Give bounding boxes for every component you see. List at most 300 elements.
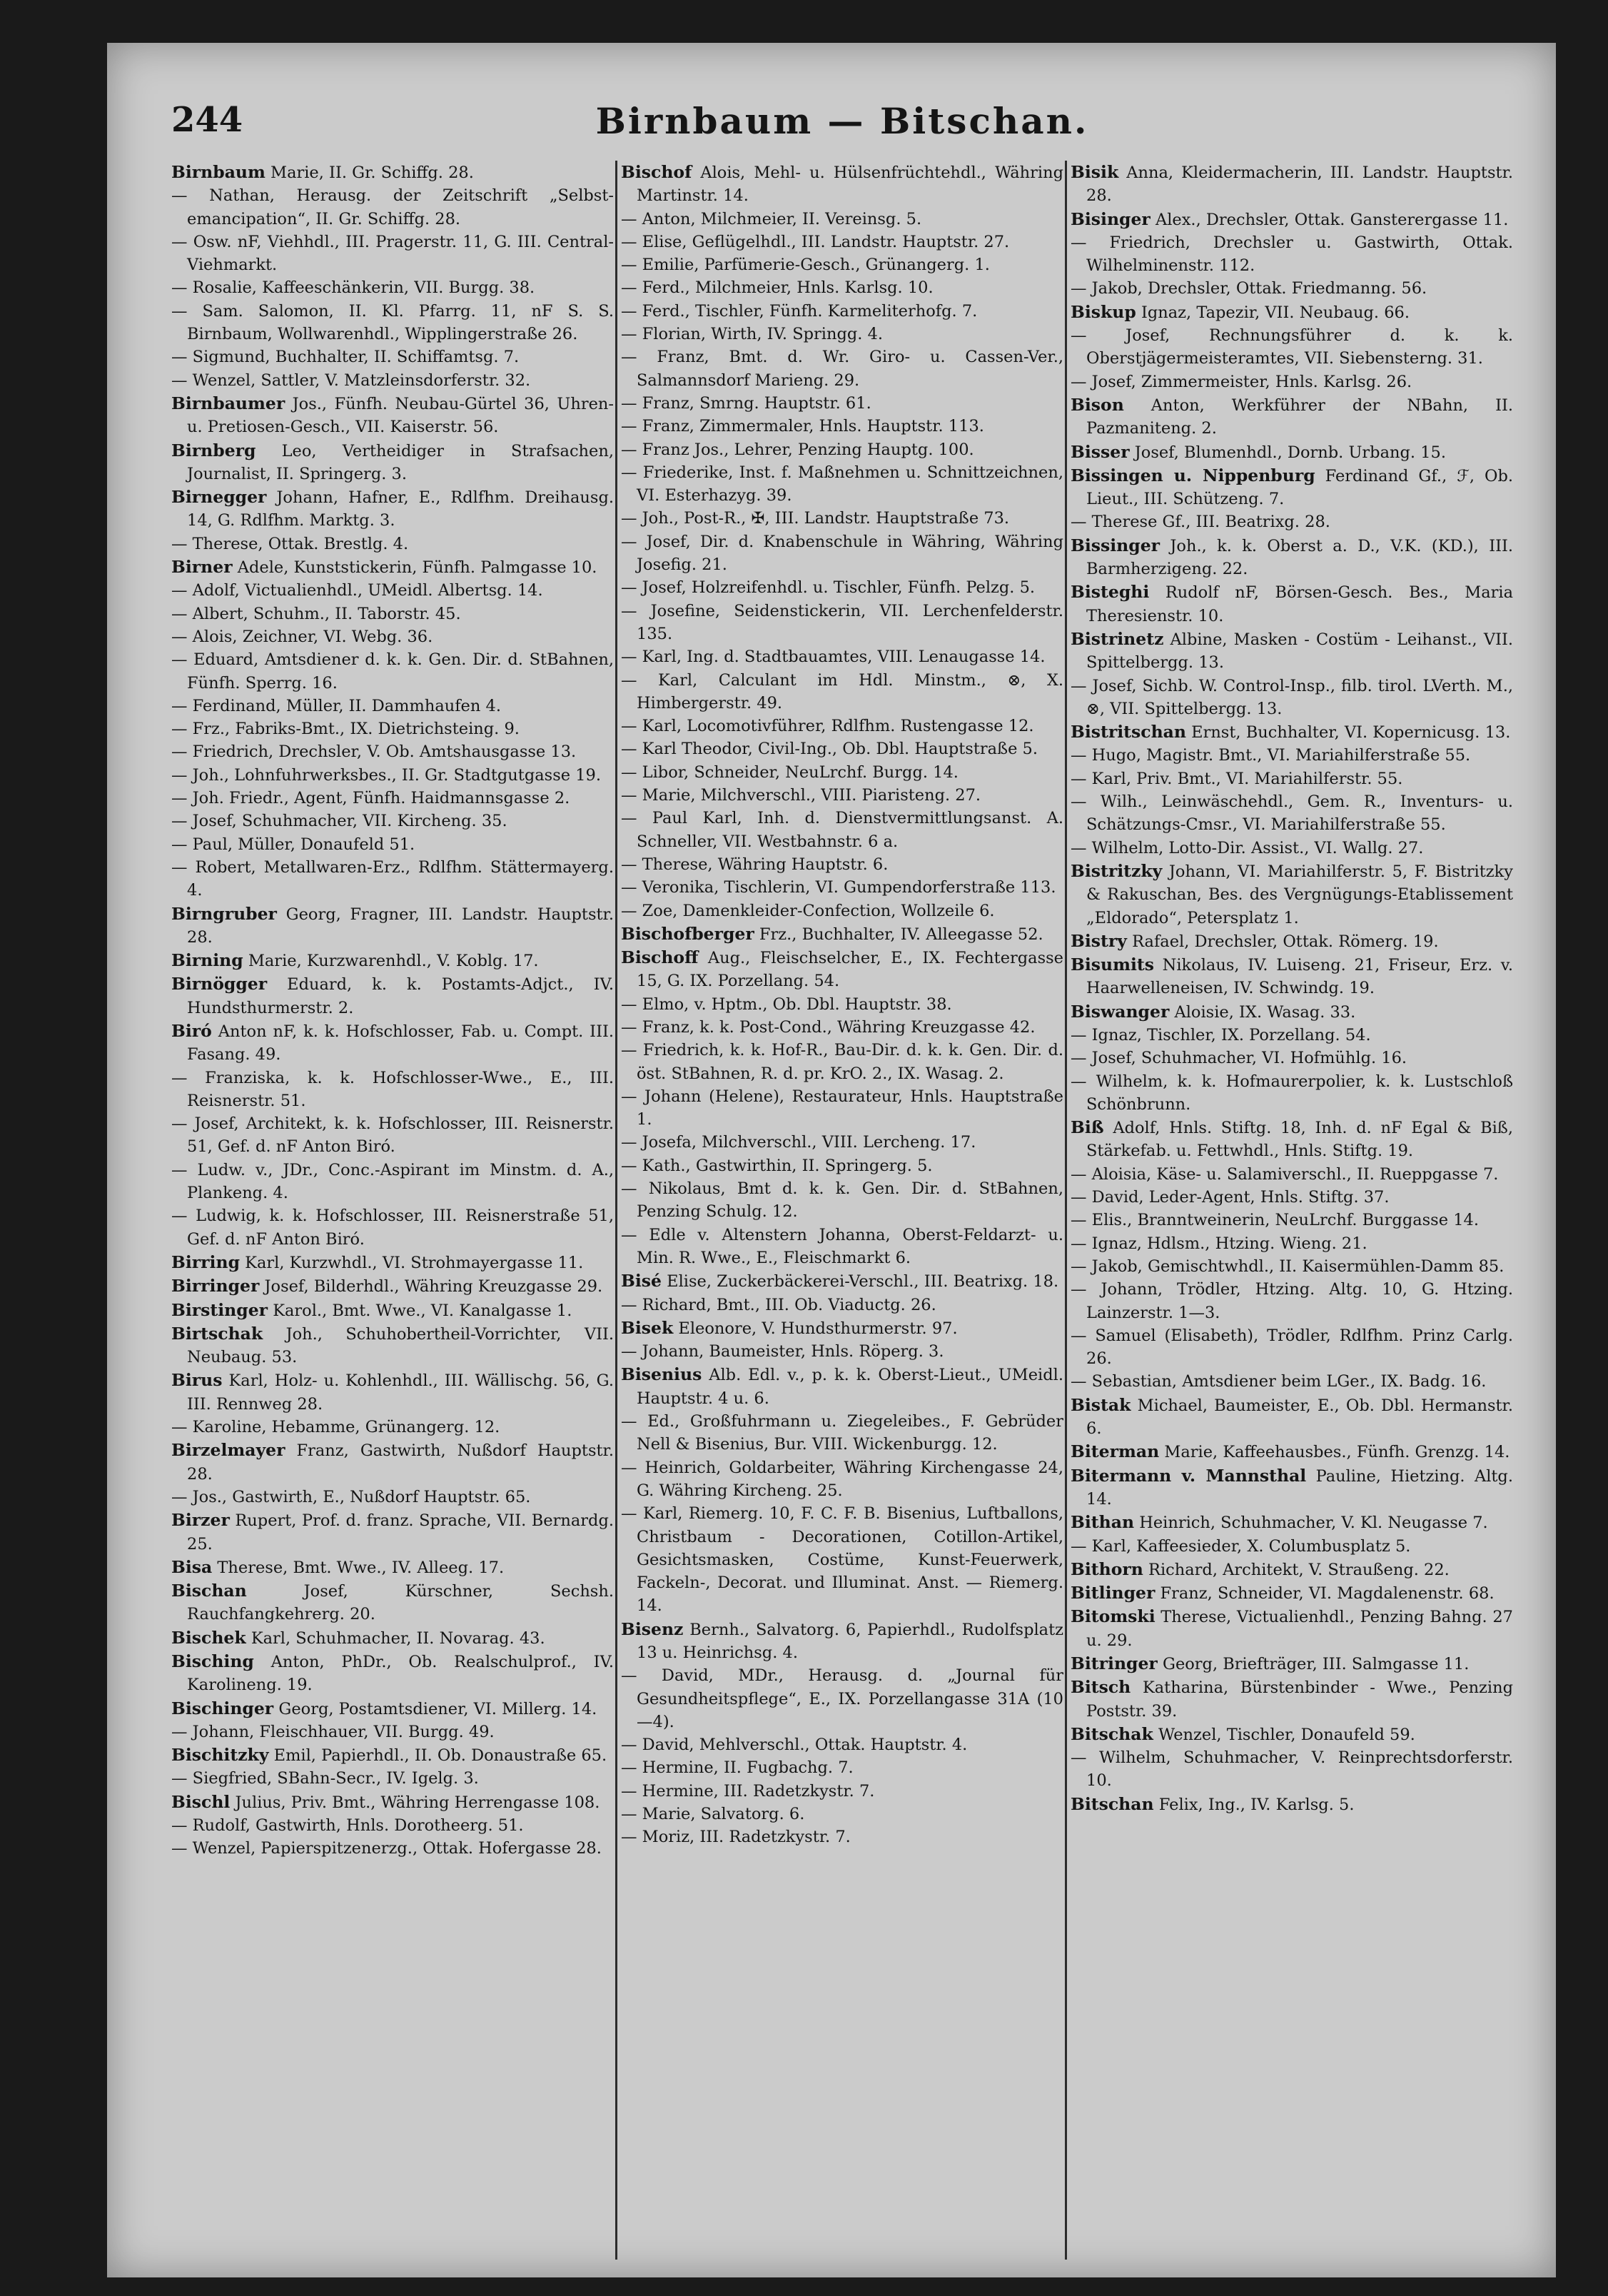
entry-text: — Karl, Kaffeesieder, X. Columbusplatz 5. xyxy=(1071,1536,1411,1556)
directory-entry xyxy=(171,1721,614,1743)
entry-surname: Birner xyxy=(171,557,233,578)
entry-surname: Birnberg xyxy=(171,440,256,460)
directory-entry xyxy=(1071,1440,1513,1464)
directory-entry xyxy=(171,1697,614,1721)
entry-surname: Birzer xyxy=(171,1510,230,1531)
entry-surname: Bistrinetz xyxy=(1071,628,1164,649)
directory-entry xyxy=(171,1626,614,1650)
entry-text: Albine, Masken - Costüm - Leihanst., VII. Spittelbergg. 13. xyxy=(1086,630,1513,673)
entry-surname: Birtschak xyxy=(171,1323,263,1344)
entry-surname: Birnbaum xyxy=(171,162,266,182)
entry-text: — Franz, Smrng. Hauptstr. 61. xyxy=(621,393,871,413)
directory-entry xyxy=(1071,534,1513,581)
entry-text: — Hermine, III. Radetzkystr. 7. xyxy=(621,1781,875,1801)
entry-text: Anton, PhDr., Ob. Realschulprof., IV. Karolineng. 19. xyxy=(187,1653,614,1695)
directory-entry xyxy=(171,369,614,392)
entry-text: Josef, Blumenhdl., Dornb. Urbang. 15. xyxy=(1134,443,1446,462)
directory-entry xyxy=(1071,1464,1513,1511)
directory-entry xyxy=(1071,837,1513,860)
directory-entry xyxy=(171,485,614,533)
entry-surname: Biswanger xyxy=(1071,1001,1170,1022)
entry-text: Michael, Baumeister, E., Ob. Dbl. Hermanstr. 6. xyxy=(1086,1396,1513,1439)
directory-entry xyxy=(1071,1209,1513,1232)
entry-surname: Bischinger xyxy=(171,1698,274,1718)
entry-text: — Sam. Salomon, II. Kl. Pfarrg. 11, nF S. S. Birnbaum, Wollwarenhdl., Wipplingerstraße 26. xyxy=(171,301,614,344)
directory-entry xyxy=(621,1502,1063,1617)
directory-entry xyxy=(621,1363,1063,1410)
directory-entry xyxy=(171,1112,614,1159)
directory-entry xyxy=(621,1410,1063,1456)
directory-entry xyxy=(1071,953,1513,1000)
entry-text: Felix, Ing., IV. Karlsg. 5. xyxy=(1158,1795,1355,1814)
entry-text: — David, Leder-Agent, Hnls. Stiftg. 37. xyxy=(1071,1188,1390,1207)
directory-entry xyxy=(621,1618,1063,1665)
directory-entry xyxy=(621,669,1063,715)
entry-text: — Franziska, k. k. Hofschlosser-Wwe., E., III. Reisnerstr. 51. xyxy=(171,1068,614,1110)
directory-entry xyxy=(171,718,614,740)
entry-text: — Elise, Geflügelhdl., III. Landstr. Hauptstr. 27. xyxy=(621,232,1010,251)
entry-text: Katharina, Bürstenbinder - Wwe., Penzing Poststr. 39. xyxy=(1086,1678,1513,1721)
directory-entry xyxy=(1071,208,1513,231)
page-header xyxy=(171,100,1513,164)
entry-text: — Hermine, II. Fugbachg. 7. xyxy=(621,1758,854,1778)
entry-surname: Birnegger xyxy=(171,487,267,508)
entry-surname: Bisenius xyxy=(621,1364,702,1385)
entry-text: Karl, Schuhmacher, II. Novarag. 43. xyxy=(251,1628,545,1648)
directory-entry xyxy=(171,1439,614,1486)
entry-text: — Franz, Bmt. d. Wr. Giro- u. Cassen-Ver., Salmannsdorf Marieng. 29. xyxy=(621,348,1063,390)
directory-entry xyxy=(1071,1511,1513,1534)
entry-text: Pauline, Hietzing. Altg. 14. xyxy=(1086,1466,1513,1509)
directory-entry xyxy=(171,972,614,1019)
directory-entry xyxy=(171,1067,614,1113)
entry-text: — Nathan, Herausg. der Zeitschrift „Selbst-emancipation“, II. Gr. Schiffg. 28. xyxy=(171,186,614,228)
directory-entry xyxy=(621,1224,1063,1270)
directory-entry xyxy=(1071,440,1513,464)
directory-entry xyxy=(621,900,1063,922)
directory-entry xyxy=(621,253,1063,276)
entry-text: Emil, Papierhdl., II. Ob. Donaustraße 65. xyxy=(273,1746,607,1766)
entry-surname: Bitomski xyxy=(1071,1606,1156,1627)
directory-entry xyxy=(1071,231,1513,278)
entry-surname: Bischek xyxy=(171,1627,246,1648)
directory-entry xyxy=(1071,1746,1513,1793)
directory-entry xyxy=(1071,464,1513,511)
directory-entry xyxy=(1071,1232,1513,1255)
entry-text: — Ferdinand, Müller, II. Dammhaufen 4. xyxy=(171,696,501,715)
entry-text: Wenzel, Tischler, Donaufeld 59. xyxy=(1158,1725,1415,1744)
directory-entry xyxy=(1071,1676,1513,1723)
directory-entry xyxy=(1071,1394,1513,1441)
entry-surname: Bitringer xyxy=(1071,1653,1158,1673)
entry-surname: Birzelmayer xyxy=(171,1440,285,1461)
directory-entry xyxy=(171,439,614,486)
directory-entry xyxy=(1071,860,1513,930)
directory-entry xyxy=(171,949,614,972)
columns xyxy=(171,161,1513,2260)
entry-text: — Paul, Müller, Donaufeld 51. xyxy=(171,835,415,854)
entry-text: Rupert, Prof. d. franz. Sprache, VII. Bernardg. 25. xyxy=(187,1511,614,1554)
entry-surname: Bithorn xyxy=(1071,1559,1143,1579)
directory-entry xyxy=(1071,628,1513,675)
entry-text: — Marie, Salvatorg. 6. xyxy=(621,1805,805,1824)
entry-surname: Birngruber xyxy=(171,903,277,924)
directory-entry xyxy=(171,648,614,695)
entry-text: Anton, Werkführer der NBahn, II. Pazmaniteng. 2. xyxy=(1086,396,1513,438)
entry-text: — Hugo, Magistr. Bmt., VI. Mariahilferstraße 55. xyxy=(1071,746,1471,765)
entry-surname: Bitsch xyxy=(1071,1677,1131,1698)
entry-text: — David, MDr., Herausg. d. „Journal für Gesundheitspflege“, E., IX. Porzellangasse 31A (10—4). xyxy=(621,1666,1063,1731)
entry-text: Marie, Kurzwarenhdl., V. Koblg. 17. xyxy=(248,952,539,971)
entry-text: — Jakob, Drechsler, Ottak. Friedmanng. 56. xyxy=(1071,279,1427,298)
directory-entry xyxy=(171,833,614,856)
entry-surname: Bisik xyxy=(1071,162,1119,182)
entry-text: — Johann (Helene), Restaurateur, Hnls. Hauptstraße 1. xyxy=(621,1087,1063,1129)
directory-entry xyxy=(621,1456,1063,1503)
directory-entry xyxy=(1071,324,1513,371)
directory-entry xyxy=(1071,720,1513,744)
entry-text: — Franz, Zimmermaler, Hnls. Hauptstr. 113. xyxy=(621,417,984,436)
entry-text: — Edle v. Altenstern Johanna, Oberst-Feldarzt- u. Min. R. Wwe., E., Fleischmarkt 6. xyxy=(621,1225,1063,1267)
directory-entry xyxy=(621,807,1063,853)
entry-text: — Libor, Schneider, NeuLrchf. Burgg. 14. xyxy=(621,762,959,782)
entry-surname: Bitschan xyxy=(1071,1793,1154,1814)
entry-text: — Johann, Fleischhauer, VII. Burgg. 49. xyxy=(171,1722,495,1741)
entry-surname: Birus xyxy=(171,1370,223,1391)
entry-text: — Rosalie, Kaffeeschänkerin, VII. Burgg. 38. xyxy=(171,278,535,298)
entry-text: Joh., k. k. Oberst a. D., V.K. (KD.), III. Barmherzigeng. 22. xyxy=(1086,536,1513,579)
entry-text: — Therese, Ottak. Brestlg. 4. xyxy=(171,534,409,553)
directory-entry xyxy=(621,1294,1063,1316)
entry-surname: Birstinger xyxy=(171,1299,268,1320)
entry-text: Aug., Fleischselcher, E., IX. Fechtergasse 15, G. IX. Porzellang. 54. xyxy=(637,949,1063,991)
directory-entry xyxy=(621,922,1063,946)
entry-text: — Johann, Baumeister, Hnls. Röperg. 3. xyxy=(621,1342,944,1361)
entry-text: — Karoline, Hebamme, Grünangerg. 12. xyxy=(171,1418,500,1437)
entry-text: Josef, Bilderhdl., Währing Kreuzgasse 29. xyxy=(264,1277,603,1296)
entry-text: — Ludw. v., JDr., Conc.-Aspirant im Minstm. d. A., Plankeng. 4. xyxy=(171,1160,614,1203)
entry-text: Adolf, Hnls. Stiftg. 18, Inh. d. nF Egal & Biß, Stärkefab. u. Fettwhdl., Hnls. Stiftg. 19. xyxy=(1086,1119,1513,1161)
entry-surname: Bisenz xyxy=(621,1618,684,1639)
directory-entry xyxy=(1071,744,1513,767)
entry-text: Rudolf nF, Börsen-Gesch. Bes., Maria Theresienstr. 10. xyxy=(1086,583,1513,625)
directory-entry xyxy=(621,276,1063,299)
entry-text: — Karl, Calculant im Hdl. Minstm., ⊗, X. Himbergerstr. 49. xyxy=(621,670,1063,713)
directory-entry xyxy=(621,876,1063,899)
entry-text: — Adolf, Victualienhdl., UMeidl. Albertsg. 14. xyxy=(171,581,543,600)
directory-entry xyxy=(1071,580,1513,628)
directory-entry xyxy=(621,946,1063,993)
entry-surname: Bisser xyxy=(1071,441,1130,462)
directory-entry xyxy=(1071,510,1513,533)
directory-entry xyxy=(171,1299,614,1322)
entry-surname: Bistritschan xyxy=(1071,722,1186,742)
directory-entry xyxy=(1071,371,1513,393)
directory-entry xyxy=(171,810,614,832)
directory-entry xyxy=(171,184,614,231)
directory-entry xyxy=(171,1814,614,1837)
directory-entry xyxy=(1071,1535,1513,1558)
column-divider xyxy=(1065,161,1067,2260)
directory-entry xyxy=(171,1416,614,1439)
directory-entry xyxy=(1071,1024,1513,1047)
directory-entry xyxy=(621,461,1063,508)
entry-text: — Karl, Priv. Bmt., VI. Mariahilferstr. 55. xyxy=(1071,769,1403,788)
column-1 xyxy=(171,161,614,2260)
directory-entry xyxy=(621,1756,1063,1779)
entry-text: — Wilhelm, Schuhmacher, V. Reinprechtsdorferstr. 10. xyxy=(1071,1748,1513,1791)
directory-entry xyxy=(1071,767,1513,790)
directory-entry xyxy=(171,300,614,346)
directory-entry xyxy=(171,625,614,648)
entry-text: — Florian, Wirth, IV. Springg. 4. xyxy=(621,325,884,344)
directory-entry xyxy=(171,1556,614,1579)
entry-text: — Ferd., Milchmeier, Hnls. Karlsg. 10. xyxy=(621,278,934,298)
entry-text: Franz, Schneider, VI. Magdalenenstr. 68. xyxy=(1160,1584,1495,1603)
entry-text: — Ignaz, Hdlsm., Htzing. Wieng. 21. xyxy=(1071,1234,1367,1253)
directory-entry xyxy=(171,1743,614,1767)
directory-entry xyxy=(171,1837,614,1860)
entry-text: — Moriz, III. Radetzkystr. 7. xyxy=(621,1828,851,1847)
directory-entry xyxy=(621,737,1063,760)
directory-entry xyxy=(621,784,1063,807)
entry-text: — Josefa, Milchverschl., VIII. Lercheng. 17. xyxy=(621,1133,976,1152)
entry-text: Karl, Holz- u. Kohlenhdl., III. Wällischg. 56, G. III. Rennweg 28. xyxy=(187,1371,614,1414)
entry-text: — Josef, Sichb. W. Control-Insp., filb. tirol. LVerth. M., ⊗, VII. Spittelbergg. 13. xyxy=(1071,676,1513,718)
directory-entry xyxy=(1071,1605,1513,1652)
entry-text: — Kath., Gastwirthin, II. Springerg. 5. xyxy=(621,1156,933,1175)
entry-surname: Birringer xyxy=(171,1276,260,1296)
directory-entry xyxy=(621,761,1063,784)
entry-text: Marie, Kaffeehausbes., Fünfh. Grenzg. 14. xyxy=(1164,1443,1510,1462)
running-title: Birnbaum — Bitschan. xyxy=(595,100,1089,142)
entry-surname: Bitschak xyxy=(1071,1723,1153,1744)
directory-entry xyxy=(621,346,1063,392)
entry-text: Johann, VI. Mariahilferstr. 5, F. Bistritzky & Rakuschan, Bes. des Vergnügungs-Etablissement „Eldorado“, Petersplatz 1. xyxy=(1086,862,1513,927)
entry-surname: Bischan xyxy=(171,1581,247,1601)
directory-entry xyxy=(171,231,614,277)
directory-entry xyxy=(171,579,614,602)
directory-entry xyxy=(621,853,1063,876)
entry-text: — Emilie, Parfümerie-Gesch., Grünangerg. 1. xyxy=(621,256,990,275)
entry-surname: Biró xyxy=(171,1020,212,1041)
directory-entry xyxy=(171,276,614,299)
directory-entry xyxy=(171,1251,614,1274)
entry-text: Bernh., Salvatorg. 6, Papierhdl., Rudolfsplatz 13 u. Heinrichsg. 4. xyxy=(637,1620,1063,1662)
entry-text: — Osw. nF, Viehhdl., III. Pragerstr. 11, G. III. Central-Viehmarkt. xyxy=(171,232,614,275)
entry-text: — Josef, Dir. d. Knabenschule in Währing, Währing Josefig. 21. xyxy=(621,532,1063,575)
directory-entry xyxy=(171,1322,614,1369)
entry-text: — Sigmund, Buchhalter, II. Schiffamtsg. 7. xyxy=(171,348,520,367)
entry-surname: Birring xyxy=(171,1252,240,1272)
directory-entry xyxy=(1071,930,1513,953)
entry-text: — Franz, k. k. Post-Cond., Währing Kreuzgasse 42. xyxy=(621,1017,1036,1037)
column-divider xyxy=(615,161,617,2260)
entry-text: — Heinrich, Goldarbeiter, Währing Kirchengasse 24, G. Währing Kircheng. 25. xyxy=(621,1458,1063,1500)
entry-surname: Bithan xyxy=(1071,1512,1135,1533)
directory-entry xyxy=(1071,277,1513,300)
entry-text: — Ed., Großfuhrmann u. Ziegeleibes., F. Gebrüder Nell & Bisenius, Bur. VIII. Wickenburgg. 12. xyxy=(621,1412,1063,1454)
entry-surname: Bischl xyxy=(171,1791,231,1812)
directory-entry xyxy=(1071,675,1513,721)
directory-entry xyxy=(621,576,1063,599)
directory-entry xyxy=(1071,1255,1513,1278)
entry-text: — Josef, Schuhmacher, VI. Hofmühlg. 16. xyxy=(1071,1049,1407,1068)
entry-text: — Josef, Holzreifenhdl. u. Tischler, Fünfh. Pelzg. 5. xyxy=(621,578,1036,598)
entry-text: Alex., Drechsler, Ottak. Gansterergasse 11. xyxy=(1155,210,1509,229)
directory-entry xyxy=(621,1664,1063,1733)
directory-entry xyxy=(621,715,1063,737)
directory-entry xyxy=(621,415,1063,438)
directory-entry xyxy=(171,1486,614,1509)
entry-text: Alois, Mehl- u. Hülsenfrüchtehdl., Währing Martinstr. 14. xyxy=(637,163,1063,206)
entry-text: — Joh., Lohnfuhrwerksbes., II. Gr. Stadtgutgasse 19. xyxy=(171,765,601,785)
entry-text: Alb. Edl. v., p. k. k. Oberst-Lieut., UMeidl. Hauptstr. 4 u. 6. xyxy=(637,1366,1063,1408)
entry-text: — Friedrich, Drechsler u. Gastwirth, Ottak. Wilhelminenstr. 112. xyxy=(1071,233,1513,276)
entry-text: Leo, Vertheidiger in Strafsachen, Journalist, II. Springerg. 3. xyxy=(187,441,614,483)
entry-surname: Bisé xyxy=(621,1271,662,1292)
entry-surname: Bischof xyxy=(621,162,692,182)
directory-entry xyxy=(621,1016,1063,1039)
column-2 xyxy=(621,161,1063,2260)
entry-surname: Bischoff xyxy=(621,947,699,968)
entry-text: — Jakob, Gemischtwhdl., II. Kaisermühlen-Damm 85. xyxy=(1071,1257,1505,1276)
entry-text: — Zoe, Damenkleider-Confection, Wollzeile 6. xyxy=(621,901,995,920)
entry-surname: Bistritzky xyxy=(1071,860,1163,881)
entry-text: — Sebastian, Amtsdiener beim LGer., IX. Badg. 16. xyxy=(1071,1372,1487,1391)
entry-text: Franz, Gastwirth, Nußdorf Hauptstr. 28. xyxy=(187,1441,614,1484)
entry-surname: Bissingen u. Nippenburg xyxy=(1071,465,1315,485)
entry-surname: Birnbaumer xyxy=(171,393,285,413)
entry-text: — Josefine, Seidenstickerin, VII. Lerchenfelderstr. 135. xyxy=(621,601,1063,643)
entry-text: — Rudolf, Gastwirth, Hnls. Dorotheerg. 51. xyxy=(171,1816,524,1836)
entry-text: Therese, Victualienhdl., Penzing Bahng. 27 u. 29. xyxy=(1086,1608,1513,1650)
entry-text: Ferdinand Gf., ℱ, Ob. Lieut., III. Schützeng. 7. xyxy=(1086,466,1513,509)
directory-entry xyxy=(1071,393,1513,440)
directory-entry xyxy=(171,1159,614,1205)
directory-entry xyxy=(621,161,1063,208)
entry-text: Anna, Kleidermacherin, III. Landstr. Hauptstr. 28. xyxy=(1086,163,1513,206)
directory-entry xyxy=(621,438,1063,461)
entry-text: — Karl, Ing. d. Stadtbauamtes, VIII. Lenaugasse 14. xyxy=(621,648,1046,667)
directory-entry xyxy=(171,603,614,625)
directory-entry xyxy=(621,1154,1063,1177)
entry-text: — Wilhelm, k. k. Hofmaurerpolier, k. k. Lustschloß Schönbrunn. xyxy=(1071,1072,1513,1114)
entry-surname: Bisa xyxy=(171,1556,213,1577)
directory-entry xyxy=(171,1767,614,1790)
entry-surname: Birning xyxy=(171,950,243,971)
directory-entry xyxy=(171,1274,614,1298)
entry-text: — Marie, Milchverschl., VIII. Piaristeng. 27. xyxy=(621,786,981,805)
entry-text: — Josef, Architekt, k. k. Hofschlosser, III. Reisnerstr. 51, Gef. d. nF Anton Biró. xyxy=(171,1114,614,1157)
entry-surname: Biß xyxy=(1071,1117,1104,1138)
directory-entry xyxy=(171,1204,614,1251)
page-number: 244 xyxy=(171,100,243,140)
column-3 xyxy=(1071,161,1513,2260)
entry-text: — Josef, Schuhmacher, VII. Kircheng. 35. xyxy=(171,812,507,831)
entry-text: — Wenzel, Sattler, V. Matzleinsdorferstr. 32. xyxy=(171,371,531,390)
directory-entry xyxy=(621,507,1063,530)
directory-entry xyxy=(171,902,614,950)
directory-entry xyxy=(171,555,614,579)
directory-entry xyxy=(621,392,1063,415)
entry-text: Karol., Bmt. Wwe., VI. Kanalgasse 1. xyxy=(273,1301,572,1320)
directory-entry xyxy=(1071,1581,1513,1605)
directory-entry xyxy=(1071,1324,1513,1371)
directory-entry xyxy=(171,740,614,763)
entry-text: Richard, Architekt, V. Straußeng. 22. xyxy=(1148,1560,1450,1579)
directory-entry xyxy=(621,1039,1063,1085)
entry-text: — Wenzel, Papierspitzenerzg., Ottak. Hofergasse 28. xyxy=(171,1839,602,1858)
entry-text: — Therese Gf., III. Beatrixg. 28. xyxy=(1071,513,1330,532)
entry-text: — Franz Jos., Lehrer, Penzing Hauptg. 100. xyxy=(621,440,974,459)
entry-text: Julius, Priv. Bmt., Währing Herrengasse 108. xyxy=(235,1793,600,1812)
entry-text: Georg, Briefträger, III. Salmgasse 11. xyxy=(1162,1655,1470,1673)
directory-entry xyxy=(621,1803,1063,1826)
entry-text: Jos., Fünfh. Neubau-Gürtel 36, Uhren- u. Pretiosen-Gesch., VII. Kaiserstr. 56. xyxy=(187,394,614,437)
directory-entry xyxy=(621,1780,1063,1803)
entry-surname: Biterman xyxy=(1071,1441,1160,1462)
entry-text: — Siegfried, SBahn-Secr., IV. Igelg. 3. xyxy=(171,1769,479,1788)
entry-text: — Samuel (Elisabeth), Trödler, Rdlfhm. Prinz Carlg. 26. xyxy=(1071,1326,1513,1369)
entry-text: — Anton, Milchmeier, II. Vereinsg. 5. xyxy=(621,209,922,228)
entry-text: — Joh. Friedr., Agent, Fünfh. Haidmannsgasse 2. xyxy=(171,789,570,808)
entry-text: — Frz., Fabriks-Bmt., IX. Dietrichsteing. 9. xyxy=(171,720,520,739)
entry-text: — Karl, Locomotivführer, Rdlfhm. Rustengasse 12. xyxy=(621,717,1034,736)
entry-text: Nikolaus, IV. Luiseng. 21, Friseur, Erz. v. Haarwelleneisen, IV. Schwindg. 19. xyxy=(1086,956,1513,998)
directory-entry xyxy=(171,346,614,368)
directory-entry xyxy=(621,1131,1063,1154)
entry-text: Karl, Kurzwhdl., VI. Strohmayergasse 11. xyxy=(245,1253,584,1272)
directory-entry xyxy=(171,1579,614,1626)
directory-entry xyxy=(621,231,1063,253)
entry-text: — Friedrich, Drechsler, V. Ob. Amtshausgasse 13. xyxy=(171,742,577,762)
directory-entry xyxy=(621,1826,1063,1848)
entry-text: Heinrich, Schuhmacher, V. Kl. Neugasse 7. xyxy=(1139,1514,1488,1533)
entry-text: — Josef, Zimmermeister, Hnls. Karlsg. 26. xyxy=(1071,372,1412,391)
entry-text: — Karl, Riemerg. 10, F. C. F. B. Bisenius, Luftballons, Christbaum - Decorationen, Cotillon-Artikel, Gesichtsmasken, Costüme, Kunst-Feuerwerk, Fackeln-, Decorat. und Illuminat. Anst. — Riemerg. 14. xyxy=(621,1504,1063,1616)
directory-entry xyxy=(621,1733,1063,1756)
entry-text: — Friedrich, k. k. Hof-R., Bau-Dir. d. k. k. Gen. Dir. d. öst. StBahnen, R. d. pr. KrO. 2., IX. Wasag. 2. xyxy=(621,1041,1063,1083)
directory-entry xyxy=(621,323,1063,346)
directory-entry xyxy=(1071,1116,1513,1163)
directory-entry xyxy=(171,695,614,718)
entry-surname: Bistak xyxy=(1071,1394,1131,1415)
directory-entry xyxy=(171,1509,614,1556)
entry-text: Joh., Schuhobertheil-Vorrichter, VII. Neubaug. 53. xyxy=(187,1324,614,1367)
entry-text: Therese, Bmt. Wwe., IV. Alleeg. 17. xyxy=(217,1558,505,1577)
entry-text: Anton nF, k. k. Hofschlosser, Fab. u. Compt. III. Fasang. 49. xyxy=(187,1022,614,1064)
directory-entry xyxy=(171,856,614,902)
entry-text: Eduard, k. k. Postamts-Adjct., IV. Hundsthurmerstr. 2. xyxy=(187,975,614,1017)
entry-text: Adele, Kunststickerin, Fünfh. Palmgasse 10. xyxy=(237,558,597,578)
directory-entry xyxy=(1071,1370,1513,1393)
entry-text: — Friederike, Inst. f. Maßnehmen u. Schnittzeichnen, VI. Esterhazyg. 39. xyxy=(621,463,1063,505)
entry-surname: Bisteghi xyxy=(1071,582,1150,603)
entry-text: Eleonore, V. Hundsthurmerstr. 97. xyxy=(678,1319,958,1338)
entry-text: Georg, Fragner, III. Landstr. Hauptstr. 28. xyxy=(187,905,614,947)
entry-surname: Bison xyxy=(1071,394,1124,415)
directory-entry xyxy=(1071,790,1513,837)
entry-text: — Albert, Schuhm., II. Taborstr. 45. xyxy=(171,604,461,623)
directory-entry xyxy=(621,208,1063,231)
directory-entry xyxy=(621,1316,1063,1340)
directory-entry xyxy=(171,1791,614,1814)
entry-text: — Veronika, Tischlerin, VI. Gumpendorferstraße 113. xyxy=(621,878,1056,897)
entry-surname: Bissinger xyxy=(1071,535,1161,555)
entry-text: — Nikolaus, Bmt d. k. k. Gen. Dir. d. StBahnen, Penzing Schulg. 12. xyxy=(621,1179,1063,1222)
directory-entry xyxy=(1071,301,1513,324)
